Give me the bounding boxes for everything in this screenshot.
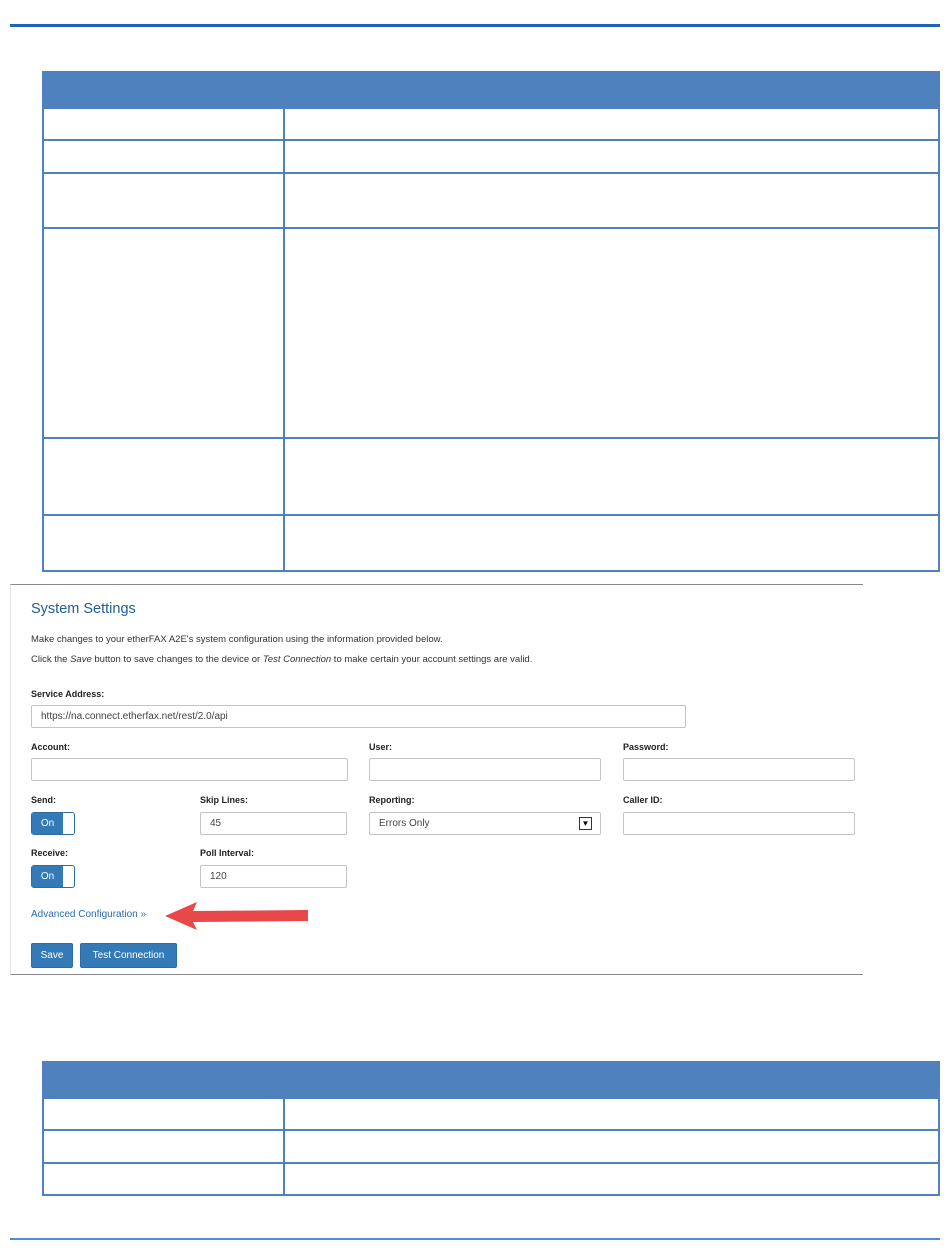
table-row (43, 228, 939, 438)
user-label: User: (369, 742, 393, 752)
table-row (43, 1163, 939, 1195)
test-connection-button[interactable]: Test Connection (80, 943, 177, 968)
table-header-cell (43, 72, 284, 108)
table-header-row (43, 72, 939, 108)
red-arrow-icon (165, 901, 310, 931)
reporting-select[interactable] (369, 812, 601, 835)
table-row (43, 438, 939, 515)
table-cell (43, 1130, 284, 1163)
table-row (43, 140, 939, 173)
table-cell (284, 228, 939, 438)
caller-id-label: Caller ID: (623, 795, 663, 805)
intro-save-ref: Save (70, 654, 92, 665)
receive-toggle[interactable] (31, 865, 75, 888)
user-input[interactable] (369, 758, 601, 781)
table-cell (284, 438, 939, 515)
intro-text-segment: button to save changes to the device or (91, 654, 263, 665)
table-cell (43, 228, 284, 438)
table-cell (284, 515, 939, 571)
top-table (42, 71, 940, 572)
poll-interval-input[interactable]: 120 (200, 865, 347, 888)
table-cell (284, 1163, 939, 1195)
table-header-cell (284, 72, 939, 108)
table-cell (43, 1163, 284, 1195)
service-address-label: Service Address: (31, 689, 105, 699)
bottom-table (42, 1061, 940, 1196)
table-header-row (43, 1062, 939, 1098)
send-label: Send: (31, 795, 57, 805)
table-row (43, 1130, 939, 1163)
send-toggle[interactable] (31, 812, 75, 835)
panel-title: System Settings (31, 601, 136, 617)
top-rule (10, 24, 940, 27)
skip-lines-input[interactable]: 45 (200, 812, 347, 835)
table-row (43, 1098, 939, 1130)
reporting-value: Errors Only (379, 818, 430, 829)
reporting-label: Reporting: (369, 795, 415, 805)
advanced-configuration-link[interactable]: Advanced Configuration » (31, 909, 147, 920)
table-cell (43, 140, 284, 173)
table-cell (43, 438, 284, 515)
table-cell (43, 173, 284, 228)
intro-test-ref: Test Connection (262, 654, 332, 665)
table-row (43, 108, 939, 140)
intro-text-segment: Click the (31, 654, 71, 665)
intro-text: Make changes to your etherFAX A2E's system configuration using the information provided below. (31, 634, 443, 645)
service-address-input[interactable]: https://na.connect.etherfax.net/rest/2.0/api (31, 705, 686, 728)
table-cell (284, 140, 939, 173)
table-cell (284, 108, 939, 140)
intro-text-segment: to make certain your account settings are valid. (331, 654, 533, 665)
send-toggle-state: On (32, 813, 63, 834)
table-header-cell (43, 1062, 284, 1098)
table-cell (43, 515, 284, 571)
password-label: Password: (623, 742, 669, 752)
table-header-cell (284, 1062, 939, 1098)
receive-toggle-state: On (32, 866, 63, 887)
table-cell (43, 108, 284, 140)
table-row (43, 173, 939, 228)
table-cell (43, 1098, 284, 1130)
system-settings-panel (10, 584, 863, 975)
bottom-rule (10, 1238, 940, 1240)
account-input[interactable] (31, 758, 348, 781)
table-cell (284, 1098, 939, 1130)
account-label: Account: (31, 742, 70, 752)
table-cell (284, 1130, 939, 1163)
skip-lines-label: Skip Lines: (200, 795, 249, 805)
table-cell (284, 173, 939, 228)
table-row (43, 515, 939, 571)
save-button[interactable]: Save (31, 943, 73, 968)
caller-id-input[interactable] (623, 812, 855, 835)
intro-text-2 (31, 654, 532, 665)
poll-interval-label: Poll Interval: (200, 848, 255, 858)
chevron-down-icon: ▼ (579, 817, 592, 830)
password-input[interactable] (623, 758, 855, 781)
receive-label: Receive: (31, 848, 69, 858)
